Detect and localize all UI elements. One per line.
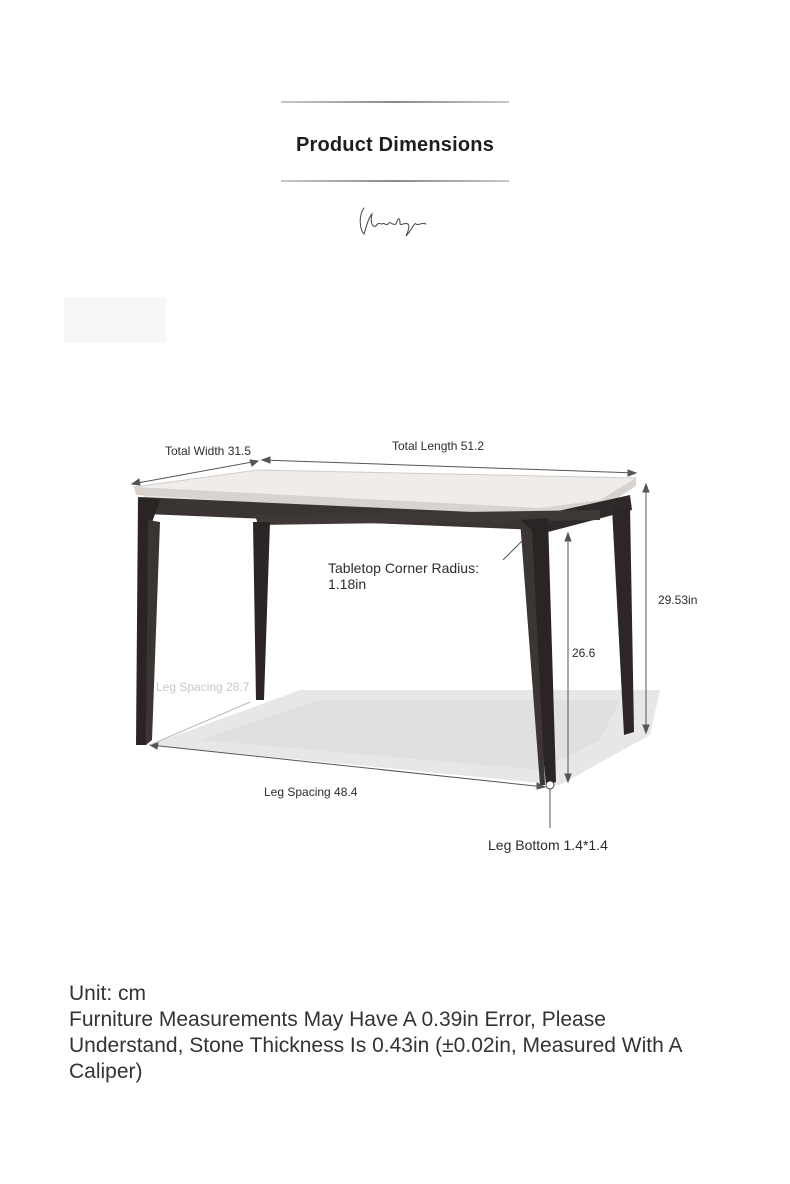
leg-bottom-label: Leg Bottom 1.4*1.4	[488, 837, 608, 853]
total-width-label: Total Width 31.5	[165, 444, 252, 458]
measurement-note	[69, 981, 709, 1085]
back-left-leg	[253, 522, 270, 700]
leg-spacing-long-label: Leg Spacing 48.4	[264, 785, 358, 799]
page-title: Product Dimensions	[295, 134, 495, 156]
title-rule-top	[281, 101, 509, 103]
corner-radius-label-line1: Tabletop Corner Radius:	[328, 560, 479, 576]
disclaimer-text: Furniture Measurements May Have A 0.39in Error, Please Understand, Stone Thickness Is 0.43in (±0.02in, Measured With A Caliper)	[69, 1008, 682, 1083]
corner-radius-label-line2: 1.18in	[328, 576, 367, 592]
leg-spacing-short-label: Leg Spacing 28.7	[156, 680, 250, 694]
signature-logo	[356, 202, 436, 242]
total-length-label: Total Length 51.2	[392, 439, 485, 453]
table-diagram	[0, 420, 790, 860]
faded-placeholder	[64, 297, 166, 343]
total-height-label: 29.53in	[658, 593, 698, 607]
unit-text: Unit: cm	[69, 982, 147, 1005]
leg-height-label: 26.6	[572, 646, 596, 660]
title-rule-bottom	[281, 180, 509, 182]
leg-bottom-marker	[546, 781, 554, 789]
